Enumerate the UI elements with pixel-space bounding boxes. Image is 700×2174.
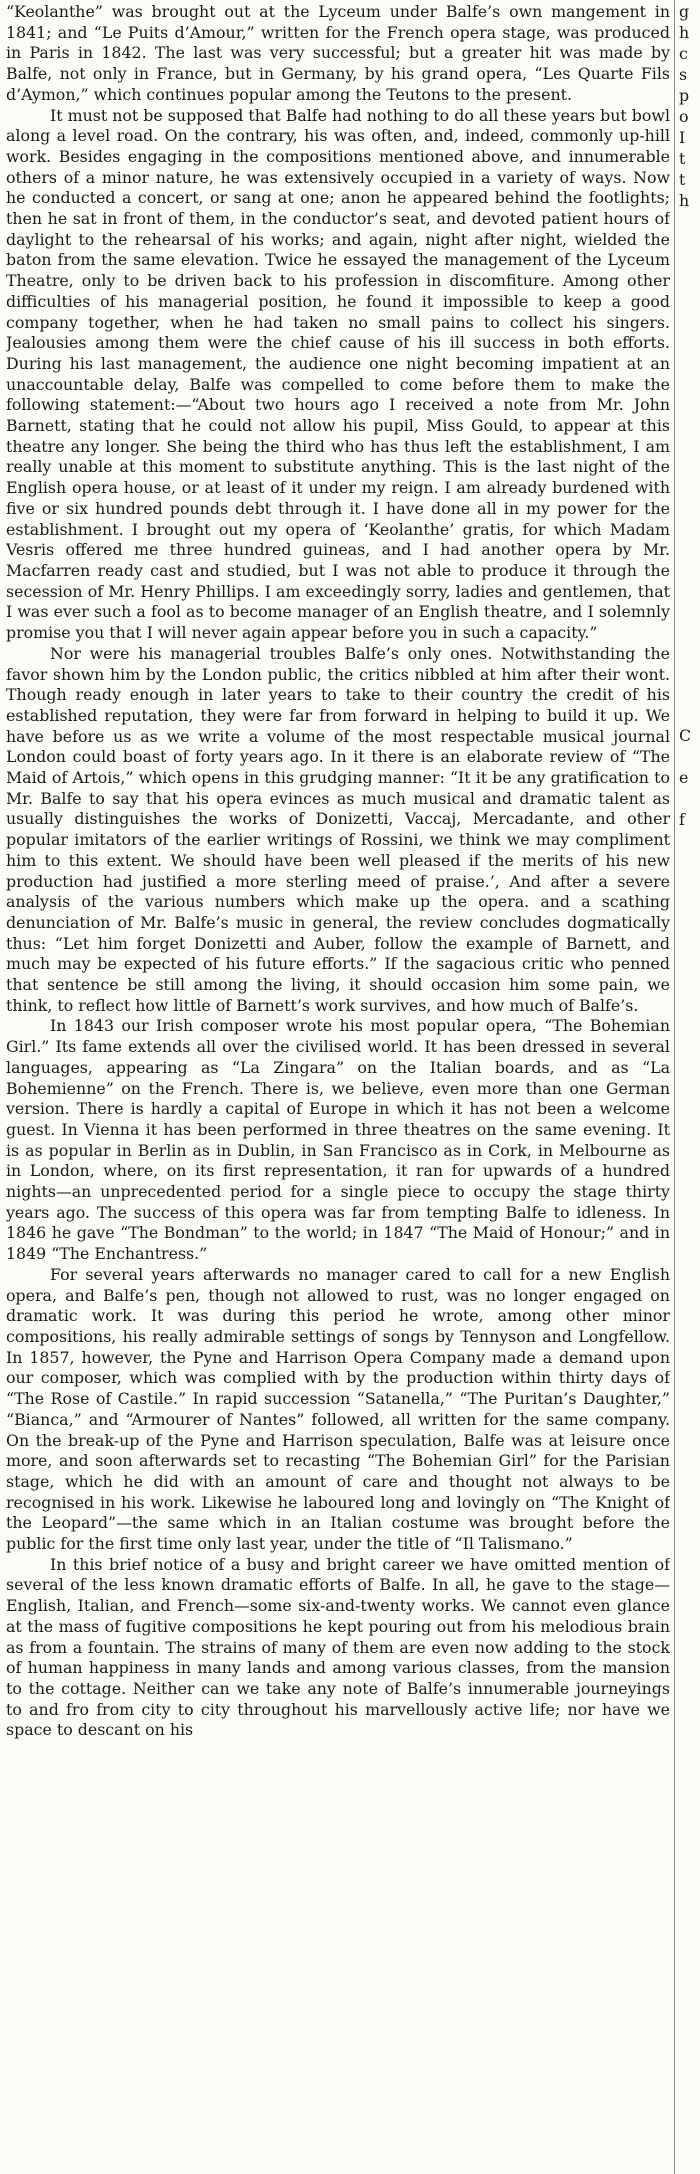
fragment-letter: h xyxy=(679,23,690,42)
paragraph-2: It must not be supposed that Balfe had nothing to do all these years but bowl along a level road. On the contrary, his was often, and, indeed, commonly up-hill work. Besides engaging in the compositions mentioned above, and innumerable others of a minor nature, he was extensively occupied in a variety of ways. Now he conducted a concert, or sang at one; anon he appeared behind the footlights; then he sat in front of them, in the conductor’s seat, and devoted patient hours of daylight to the rehearsal of his works; and again, night after night, wielded the baton from the same elevation. Twice he essayed the management of the Lyceum Theatre, only to be driven back to his profession in discomfiture. Among other difficulties of his managerial position, he found it impossible to keep a good company together, when he had taken no small pains to collect his singers. Jealousies among them were the chief cause of his ill success in both efforts. During his last management, the audience one night becoming impatient at an unaccountable delay, Balfe was compelled to come before them to make the following statement:—“About two hours ago I received a note from Mr. John Barnett, stating that he could not allow his pupil, Miss Gould, to appear at this theatre any longer. She being the third who has thus left the establishment, I am really unable at this moment to substitute anything. This is the last night of the English opera house, or at least of it under my reign. I am already burdened with five or six hundred pounds debt through it. I have done all in my power for the establishment. I brought out my opera of ‘Keolanthe’ gratis, for which Madam Vesris offered me three hundred guineas, and I had another opera by Mr. Macfarren ready cast and studied, but I was not able to produce it through the secession of Mr. Henry Phillips. I am exceedingly sorry, ladies and gentlemen, that I was ever such a fool as to become manager of an English theatre, and I solemnly promise you that I will never again appear before you in such a capacity.” xyxy=(6,105,670,643)
fragment-letter: p xyxy=(679,86,690,105)
paragraph-3: Nor were his managerial troubles Balfe’s only ones. Notwithstanding the favor shown him by the London public, the critics nibbled at him after their wont. Though ready enough in later years to take to their country the credit of his established reputation, they were far from forward in helping to build it up. We have before us as we write a volume of the most respectable musical journal London could boast of forty years ago. In it there is an elaborate review of “The Maid of Artois,” which opens in this grudging manner: “It it be any gratification to Mr. Balfe to say that his opera evinces as much musical and dramatic talent as usually distinguishes the works of Donizetti, Vaccaj, Mercadante, and other popular imitators of the earlier writings of Rossini, we think we may compliment him to this extent. We should have been well pleased if the merits of his new production had justified a more sterling meed of praise.’, And after a severe analysis of the various numbers which make up the opera. and a scathing denunciation of Mr. Balfe’s music in general, the review concludes dogmatically thus: “Let him forget Donizetti and Auber, follow the example of Barnett, and much may be expected of his future efforts.” If the sagacious critic who penned that sentence be still among the living, it should occasion him some pain, we think, to reflect how little of Barnett’s work survives, and how much of Balfe’s. xyxy=(6,643,670,1015)
fragment-letter: I xyxy=(679,128,686,147)
fragment-letter: c xyxy=(679,44,688,63)
fragment-letter: t xyxy=(679,170,686,189)
fragment-letter: C xyxy=(679,726,692,745)
adjacent-column-fragments xyxy=(679,2,700,2172)
paragraph-6: In this brief notice of a busy and bright career we have omitted mention of several of the less known dramatic efforts of Balfe. In all, he gave to the stage—English, Italian, and French—some six-and-twenty works. We cannot even glance at the mass of fugitive compositions he kept pouring out from his melodious brain as from a fountain. The strains of many of them are even now adding to the stock of human happiness in many lands and among various classes, from the mansion to the cottage. Neither can we take any note of Balfe’s innumerable journeyings to and fro from city to city throughout his marvellously active life; nor have we space to descant on his xyxy=(6,1554,670,1740)
fragment-letter: s xyxy=(679,65,688,84)
paragraph-5: For several years afterwards no manager cared to call for a new English opera, and Balfe’s pen, though not allowed to rust, was no longer engaged on dramatic work. It was during this period he wrote, among other minor compositions, his really admirable settings of songs by Tennyson and Longfellow. In 1857, however, the Pyne and Harrison Opera Company made a demand upon our composer, which was complied with by the production within thirty days of “The Rose of Castile.” In rapid succession “Satanella,” “The Puritan’s Daughter,” “Bianca,” and “Armourer of Nantes” followed, all written for the same company. On the break-up of the Pyne and Harrison speculation, Balfe was at leisure once more, and soon afterwards set to recasting “The Bohemian Girl” for the Parisian stage, which he did with an amount of care and thought not always to be recognised in his work. Likewise he laboured long and lovingly on “The Knight of the Leopard”—the same which in an Italian costume was brought before the public for the first time only last year, under the title of “Il Talismano.” xyxy=(6,1264,670,1554)
paragraph-4: In 1843 our Irish composer wrote his most popular opera, “The Bohemian Girl.” Its fame extends all over the civilised world. It has been dressed in several languages, appearing as “La Zingara” on the Italian boards, and as “La Bohemienne” on the French. There is, we believe, even more than one German version. There is hardly a capital of Europe in which it has not been a welcome guest. In Vienna it has been performed in three theatres on the same evening. It is as popular in Berlin as in Dublin, in San Francisco as in Cork, in Melbourne as in London, where, on its first representation, it ran for upwards of a hundred nights—an unprecedented period for a single piece to occupy the stage thirty years ago. The success of this opera was far from tempting Balfe to idleness. In 1846 he gave “The Bondman” to the world; in 1847 “The Maid of Honour;” and in 1849 “The Enchantress.” xyxy=(6,1016,670,1264)
fragment-letter: o xyxy=(679,107,689,126)
fragment-letter: g xyxy=(679,2,690,21)
fragment-letter: t xyxy=(679,149,686,168)
fragment-letter: h xyxy=(679,191,690,210)
article-column xyxy=(6,2,670,2170)
fragment-letter: e xyxy=(679,768,689,787)
column-divider xyxy=(674,0,675,2174)
paragraph-1: “Keolanthe” was brought out at the Lyceum under Balfe’s own mangement in 1841; and “Le Puits d’Amour,” written for the French opera stage, was produced in Paris in 1842. The last was very successful; but a greater hit was made by Balfe, not only in France, but in Germany, by his grand opera, “Les Quarte Fils d’Aymon,” which continues popular among the Teutons to the present. xyxy=(6,2,670,104)
fragment-letter: f xyxy=(679,810,685,829)
